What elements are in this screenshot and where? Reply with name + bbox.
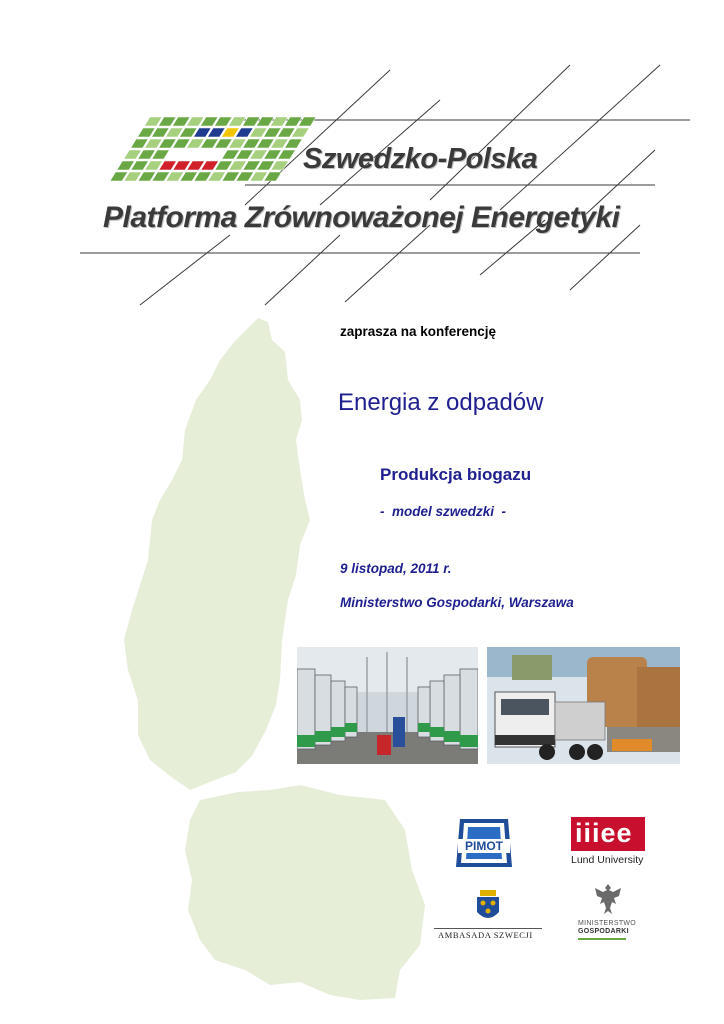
ministerstwo-gospodarki-logo <box>572 882 644 946</box>
iiiee-caption: Lund University <box>571 854 644 866</box>
conference-date: 9 listopad, 2011 r. <box>340 561 452 576</box>
platform-name-line1: Szwedzko-Polska <box>303 143 538 175</box>
pimot-label: PIMOT <box>465 839 503 853</box>
invitation-intro: zaprasza na konferencję <box>340 324 497 339</box>
iiiee-logo <box>569 817 647 869</box>
swedish-crest-icon <box>474 890 502 926</box>
ministerstwo-label-line2: GOSPODARKI <box>578 928 629 935</box>
logo-line-decoration <box>80 65 690 305</box>
poland-map <box>185 785 425 1000</box>
biogas-buses-photo <box>297 647 478 764</box>
conference-venue: Ministerstwo Gospodarki, Warszawa <box>340 595 574 610</box>
ambasada-label: AMBASADA SZWECJI <box>438 930 533 940</box>
pimot-logo <box>454 815 514 871</box>
polish-eagle-icon <box>592 882 624 916</box>
ambasada-szwecji-logo <box>434 890 542 942</box>
platform-name-line2: Platforma Zrównoważonej Energetyki <box>103 201 620 234</box>
ministerstwo-label-line1: MINISTERSTWO <box>578 920 637 927</box>
sweden-map <box>124 318 310 790</box>
conference-model: - model szwedzki - <box>380 504 507 519</box>
logo-grid-icon <box>110 117 316 181</box>
conference-subtitle: Produkcja biogazu <box>380 465 532 484</box>
iiiee-logo-text: iiiee <box>575 818 633 848</box>
biogas-truck-plant-photo <box>487 647 680 764</box>
conference-title: Energia z odpadów <box>338 389 544 416</box>
